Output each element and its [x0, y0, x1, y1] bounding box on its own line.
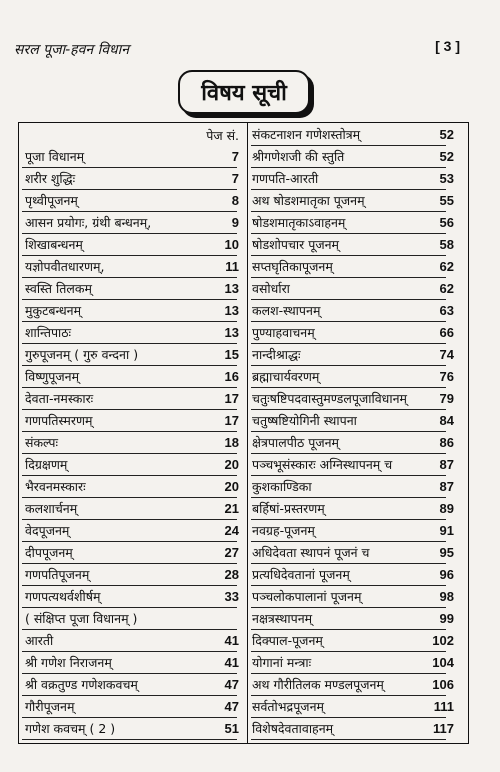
- toc-entry: [248, 411, 468, 431]
- toc-entry-title: संकटनाशन गणेशस्तोत्रम्: [252, 127, 361, 142]
- entry-underline: [251, 211, 446, 212]
- toc-entry: [248, 631, 468, 651]
- toc-entry: [19, 565, 247, 585]
- running-header-title: सरल पूजा-हवन विधान: [14, 42, 130, 58]
- entry-underline: [22, 167, 237, 168]
- entry-underline: [251, 695, 446, 696]
- toc-entry-page: 63: [439, 303, 454, 318]
- entry-underline: [251, 563, 446, 564]
- entry-underline: [22, 233, 237, 234]
- toc-entry-title: प्रत्यधिदेवतानां पूजनम्: [252, 567, 350, 582]
- toc-entry-page: 52: [439, 127, 454, 142]
- toc-entry-title: श्री गणेश निराजनम्: [25, 655, 112, 670]
- toc-entry-title: चतुःषष्टिपदवास्तुमण्डलपूजाविधानम्: [252, 391, 407, 406]
- toc-entry-title: यज्ञोपवीतधारणम्,: [25, 259, 105, 274]
- entry-underline: [22, 343, 237, 344]
- entry-underline: [251, 387, 446, 388]
- entry-underline: [22, 277, 237, 278]
- entry-underline: [22, 739, 237, 740]
- entry-underline: [251, 475, 446, 476]
- toc-entry-title: क्षेत्रपालपीठ पूजनम्: [252, 435, 340, 450]
- toc-entry-title: श्रीगणेशजी की स्तुति: [252, 149, 345, 164]
- toc-entry-page: 52: [439, 149, 454, 164]
- entry-underline: [22, 563, 237, 564]
- toc-entry-page: 33: [224, 589, 239, 604]
- toc-entry-page: 18: [224, 435, 239, 450]
- entry-underline: [251, 145, 446, 146]
- toc-entry: [248, 587, 468, 607]
- entry-underline: [251, 497, 446, 498]
- toc-entry: [19, 631, 247, 651]
- toc-entry: [248, 279, 468, 299]
- toc-entry-title: विष्णुपूजनम्: [25, 369, 80, 384]
- toc-entry-title: बर्हिषां-प्रस्तरणम्: [252, 501, 325, 516]
- toc-entry-page: 62: [439, 281, 454, 296]
- toc-entry-title: वेदपूजनम्: [25, 523, 70, 538]
- toc-entry-page: 9: [231, 215, 239, 230]
- toc-entry: [19, 543, 247, 563]
- toc-entry: [19, 147, 247, 167]
- entry-underline: [251, 189, 446, 190]
- toc-entry-title: कलशार्चनम्: [25, 501, 78, 516]
- entry-underline: [22, 629, 237, 630]
- toc-entry-page: 74: [439, 347, 454, 362]
- toc-entry-title: षोडशोपचार पूजनम्: [252, 237, 340, 252]
- toc-entry-page: 58: [439, 237, 454, 252]
- toc-entry: [248, 433, 468, 453]
- page-column-header: पेज सं.: [206, 128, 239, 143]
- toc-entry-page: 17: [224, 391, 239, 406]
- entry-underline: [22, 651, 237, 652]
- toc-entry-title: नान्दीश्राद्धः: [252, 347, 301, 362]
- entry-underline: [251, 651, 446, 652]
- toc-entry-page: 62: [439, 259, 454, 274]
- toc-entry-page: 55: [439, 193, 454, 208]
- entry-underline: [251, 321, 446, 322]
- toc-entry: [19, 697, 247, 717]
- toc-entry: [248, 455, 468, 475]
- toc-entry: [248, 345, 468, 365]
- toc-entry: [248, 609, 468, 629]
- toc-entry-title: चतुष्षष्टियोगिनी स्थापना: [252, 413, 357, 428]
- toc-entry-title: पुण्याहवाचनम्: [252, 325, 315, 340]
- toc-entry: [248, 169, 468, 189]
- toc-entry-title: अथ गौरीतिलक मण्डलपूजनम्: [252, 677, 384, 692]
- toc-entry-page: 24: [224, 523, 239, 538]
- toc-entry-title: ( संक्षिप्त पूजा विधानम् ): [25, 611, 138, 626]
- toc-entry: [248, 257, 468, 277]
- toc-entry-page: 47: [224, 677, 239, 692]
- toc-entry: [248, 125, 468, 145]
- entry-underline: [251, 255, 446, 256]
- entry-underline: [22, 585, 237, 586]
- toc-entry: [19, 279, 247, 299]
- entry-underline: [22, 453, 237, 454]
- toc-entry-title: गौरीपूजनम्: [25, 699, 75, 714]
- toc-entry: [19, 609, 247, 629]
- toc-entry: [19, 521, 247, 541]
- toc-entry-page: 41: [224, 655, 239, 670]
- entry-underline: [251, 365, 446, 366]
- entry-underline: [251, 167, 446, 168]
- toc-entry-page: 8: [231, 193, 239, 208]
- entry-underline: [22, 541, 237, 542]
- entry-underline: [251, 541, 446, 542]
- toc-entry-page: 95: [439, 545, 454, 560]
- toc-entry-title: गणपत्यथर्वशीर्षम्: [25, 589, 101, 604]
- entry-underline: [22, 211, 237, 212]
- entry-underline: [22, 189, 237, 190]
- toc-entry-title: पृथ्वीपूजनम्: [25, 193, 78, 208]
- toc-entry-page: 106: [432, 677, 454, 692]
- toc-entry-page: 79: [439, 391, 454, 406]
- toc-entry-title: विशेषदेवतावाहनम्: [252, 721, 334, 736]
- toc-entry-title: योगानां मन्त्राः: [252, 655, 312, 670]
- toc-entry-page: 47: [224, 699, 239, 714]
- toc-entry-title: वसोर्धारा: [252, 281, 290, 296]
- toc-entry-title: गणपतिस्मरणम्: [25, 413, 93, 428]
- toc-entry-title: स्वस्ति तिलकम्: [25, 281, 92, 296]
- toc-entry: [248, 367, 468, 387]
- toc-entry: [248, 477, 468, 497]
- toc-entry-page: 96: [439, 567, 454, 582]
- page-number: [ 3 ]: [435, 38, 460, 54]
- toc-entry-page: 27: [224, 545, 239, 560]
- toc-entry: [19, 169, 247, 189]
- toc-entry-title: अधिदेवता स्थापनं पूजनं च: [252, 545, 370, 560]
- toc-entry-title: देवता-नमस्कारः: [25, 391, 94, 406]
- toc-entry: [19, 719, 247, 739]
- toc-entry-title: पूजा विधानम्: [25, 149, 85, 164]
- toc-entry-page: 13: [224, 281, 239, 296]
- toc-entry: [19, 345, 247, 365]
- toc-entry-page: 56: [439, 215, 454, 230]
- toc-entry-title: कुशकाण्डिका: [252, 479, 312, 494]
- entry-underline: [22, 717, 237, 718]
- toc-entry-page: 104: [432, 655, 454, 670]
- toc-entry: [19, 213, 247, 233]
- toc-entry-title: गणेश कवचम् ( 2 ): [25, 721, 116, 736]
- entry-underline: [22, 255, 237, 256]
- toc-entry-title: गुरुपूजनम् ( गुरु वन्दना ): [25, 347, 139, 362]
- toc-entry: [19, 301, 247, 321]
- entry-underline: [22, 387, 237, 388]
- entry-underline: [22, 299, 237, 300]
- toc-entry: [248, 653, 468, 673]
- toc-entry: [19, 389, 247, 409]
- toc-entry-title: भैरवनमस्कारः: [25, 479, 86, 494]
- entry-underline: [22, 431, 237, 432]
- toc-entry-title: नक्षत्रस्थापनम्: [252, 611, 313, 626]
- toc-entry-title: गणपतिपूजनम्: [25, 567, 90, 582]
- toc-entry: [19, 653, 247, 673]
- toc-entry-page: 16: [224, 369, 239, 384]
- toc-entry-title: आसन प्रयोगः, ग्रंथी बन्धनम्,: [25, 215, 152, 230]
- toc-entry-title: संकल्पः: [25, 435, 59, 450]
- toc-entry-title: दीपपूजनम्: [25, 545, 73, 560]
- entry-underline: [251, 409, 446, 410]
- toc-entry-page: 53: [439, 171, 454, 186]
- toc-entry-title: कलश-स्थापनम्: [252, 303, 321, 318]
- toc-entry: [248, 565, 468, 585]
- toc-entry: [19, 235, 247, 255]
- toc-entry-page: 41: [224, 633, 239, 648]
- entry-underline: [22, 409, 237, 410]
- toc-entry-page: 111: [433, 699, 454, 714]
- toc-entry-title: पञ्चभूसंस्कारः अग्निस्थापनम् च: [252, 457, 393, 472]
- toc-entry-page: 91: [439, 523, 454, 538]
- entry-underline: [22, 497, 237, 498]
- toc-entry-title: शिखाबन्धनम्: [25, 237, 83, 252]
- toc-entry: [19, 191, 247, 211]
- toc-entry-page: 13: [224, 303, 239, 318]
- toc-entry: [19, 367, 247, 387]
- toc-entry-page: 28: [224, 567, 239, 582]
- toc-entry-title: दिग्रक्षणम्: [25, 457, 68, 472]
- entry-underline: [22, 519, 237, 520]
- toc-entry-page: 20: [224, 457, 239, 472]
- toc-entry-title: नवग्रह-पूजनम्: [252, 523, 315, 538]
- toc-entry-title: मुकुटबन्धनम्: [25, 303, 82, 318]
- toc-entry-title: अथ षोडशमातृका पूजनम्: [252, 193, 365, 208]
- toc-entry-page: 51: [224, 721, 239, 736]
- toc-entry: [19, 675, 247, 695]
- entry-underline: [22, 475, 237, 476]
- toc-entry: [248, 213, 468, 233]
- entry-underline: [22, 673, 237, 674]
- toc-entry-page: 86: [439, 435, 454, 450]
- entry-underline: [251, 607, 446, 608]
- toc-entry-page: 98: [439, 589, 454, 604]
- toc-entry-title: गणपति-आरती: [252, 171, 319, 186]
- entry-underline: [251, 673, 446, 674]
- toc-entry-page: 84: [439, 413, 454, 428]
- toc-entry: [248, 543, 468, 563]
- toc-entry-page: 7: [231, 171, 239, 186]
- entry-underline: [251, 431, 446, 432]
- entry-underline: [22, 607, 237, 608]
- toc-entry-page: 7: [231, 149, 239, 164]
- toc-entry: [248, 521, 468, 541]
- toc-entry: [19, 587, 247, 607]
- entry-underline: [251, 299, 446, 300]
- toc-entry: [19, 433, 247, 453]
- toc-entry-page: 17: [224, 413, 239, 428]
- toc-entry: [248, 499, 468, 519]
- toc-entry: [19, 455, 247, 475]
- toc-entry: [19, 499, 247, 519]
- toc-entry-title: सप्तघृतिकापूजनम्: [252, 259, 333, 274]
- toc-entry-page: 102: [432, 633, 454, 648]
- toc-entry-title: पञ्चलोकपालानां पूजनम्: [252, 589, 362, 604]
- toc-entry: [248, 301, 468, 321]
- toc-entry: [248, 147, 468, 167]
- toc-entry-page: 11: [225, 259, 239, 274]
- entry-underline: [22, 321, 237, 322]
- entry-underline: [22, 695, 237, 696]
- toc-title-box: [178, 70, 310, 114]
- toc-entry-page: 89: [439, 501, 454, 516]
- toc-entry-page: 21: [224, 501, 239, 516]
- toc-entry-title: शान्तिपाठः: [25, 325, 72, 340]
- toc-entry: [248, 191, 468, 211]
- entry-underline: [251, 585, 446, 586]
- entry-underline: [251, 739, 446, 740]
- toc-entry-title: आरती: [25, 633, 54, 648]
- entry-underline: [22, 365, 237, 366]
- toc-entry: [248, 323, 468, 343]
- toc-entry-page: 117: [433, 721, 454, 736]
- entry-underline: [251, 233, 446, 234]
- toc-entry-page: 15: [224, 347, 239, 362]
- toc-entry-title: श्री वक्रतुण्ड गणेशकवचम्: [25, 677, 138, 692]
- toc-entry: [19, 411, 247, 431]
- toc-entry-title: षोडशमातृकाऽवाहनम्: [252, 215, 346, 230]
- toc-table: [18, 122, 469, 744]
- entry-underline: [251, 629, 446, 630]
- toc-entry: [19, 257, 247, 277]
- toc-entry-page: 13: [224, 325, 239, 340]
- toc-title: विषय सूची: [201, 81, 287, 106]
- toc-entry-page: 66: [439, 325, 454, 340]
- toc-entry: [19, 323, 247, 343]
- toc-entry-title: सर्वतोभद्रपूजनम्: [252, 699, 324, 714]
- toc-entry-title: ब्रह्माचार्यवरणम्: [252, 369, 320, 384]
- toc-entry: [248, 389, 468, 409]
- toc-entry-page: 76: [439, 369, 454, 384]
- toc-entry: [248, 675, 468, 695]
- toc-entry-page: 87: [439, 457, 454, 472]
- toc-entry-page: 20: [224, 479, 239, 494]
- toc-entry: [19, 477, 247, 497]
- entry-underline: [251, 519, 446, 520]
- toc-entry-page: 10: [224, 237, 239, 252]
- toc-entry: [248, 235, 468, 255]
- toc-entry-title: शरीर शुद्धिः: [25, 171, 76, 186]
- toc-entry-title: दिक्पाल-पूजनम्: [252, 633, 323, 648]
- toc-entry-page: 99: [439, 611, 454, 626]
- toc-entry-page: 87: [439, 479, 454, 494]
- entry-underline: [251, 717, 446, 718]
- entry-underline: [251, 453, 446, 454]
- toc-entry: [248, 697, 468, 717]
- entry-underline: [251, 343, 446, 344]
- entry-underline: [251, 277, 446, 278]
- toc-entry: [248, 719, 468, 739]
